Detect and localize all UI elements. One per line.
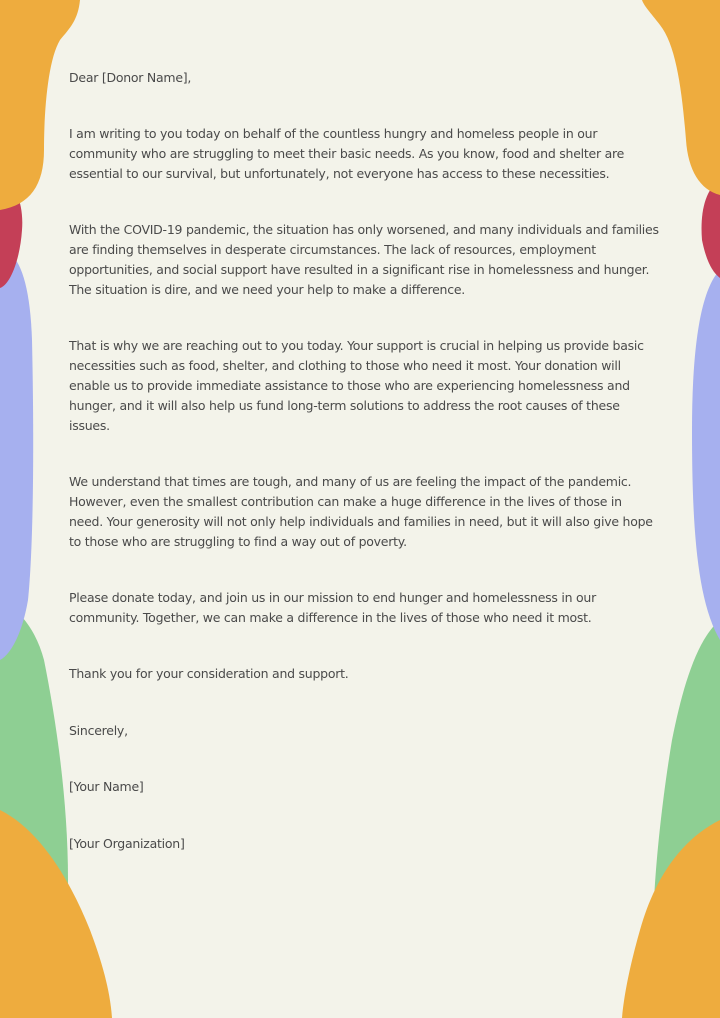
paragraph-2: With the COVID-19 pandemic, the situation has only worsened, and many individuals and families are finding themselves in desperate circumstances. The lack of resources, employment opportunities, and social support have resulted in a significant rise in homelessness and hunger. The situation is dire, and we need your help to make a difference.	[69, 222, 659, 297]
right-periwinkle-shape	[692, 270, 720, 640]
closing: Sincerely,	[69, 723, 128, 738]
paragraph-3: That is why we are reaching out to you today. Your support is crucial in helping us provide basic necessities such as food, shelter, and clothing to those who need it most. Your donation will enable us to provide immediate assistance to those who are experiencing homelessness and hunger, and it will also help us fund long-term solutions to address the root causes of these issues.	[69, 338, 644, 433]
signature-organization: [Your Organization]	[69, 836, 185, 851]
paragraph-1: I am writing to you today on behalf of the countless hungry and homeless people in our community who are struggling to meet their basic needs. As you know, food and shelter are essential to our survival, but unfortunately, not everyone has access to these necessities.	[69, 126, 625, 181]
paragraph-5: Please donate today, and join us in our mission to end hunger and homelessness in our community. Together, we can make a difference in the lives of those who need it most.	[69, 590, 596, 625]
right-red-shape	[702, 180, 720, 278]
left-orange-top-shape	[0, 0, 80, 210]
salutation: Dear [Donor Name],	[69, 70, 192, 85]
paragraph-4: We understand that times are tough, and many of us are feeling the impact of the pandemic. However, even the smallest contribution can make a huge difference in the lives of those in need. Your generosity will not only help individuals and families in need, but it will also give hope to those who are struggling to find a way out of poverty.	[69, 474, 653, 549]
signature-name: [Your Name]	[69, 779, 144, 794]
paragraph-6: Thank you for your consideration and support.	[69, 666, 349, 681]
left-periwinkle-shape	[0, 250, 33, 660]
